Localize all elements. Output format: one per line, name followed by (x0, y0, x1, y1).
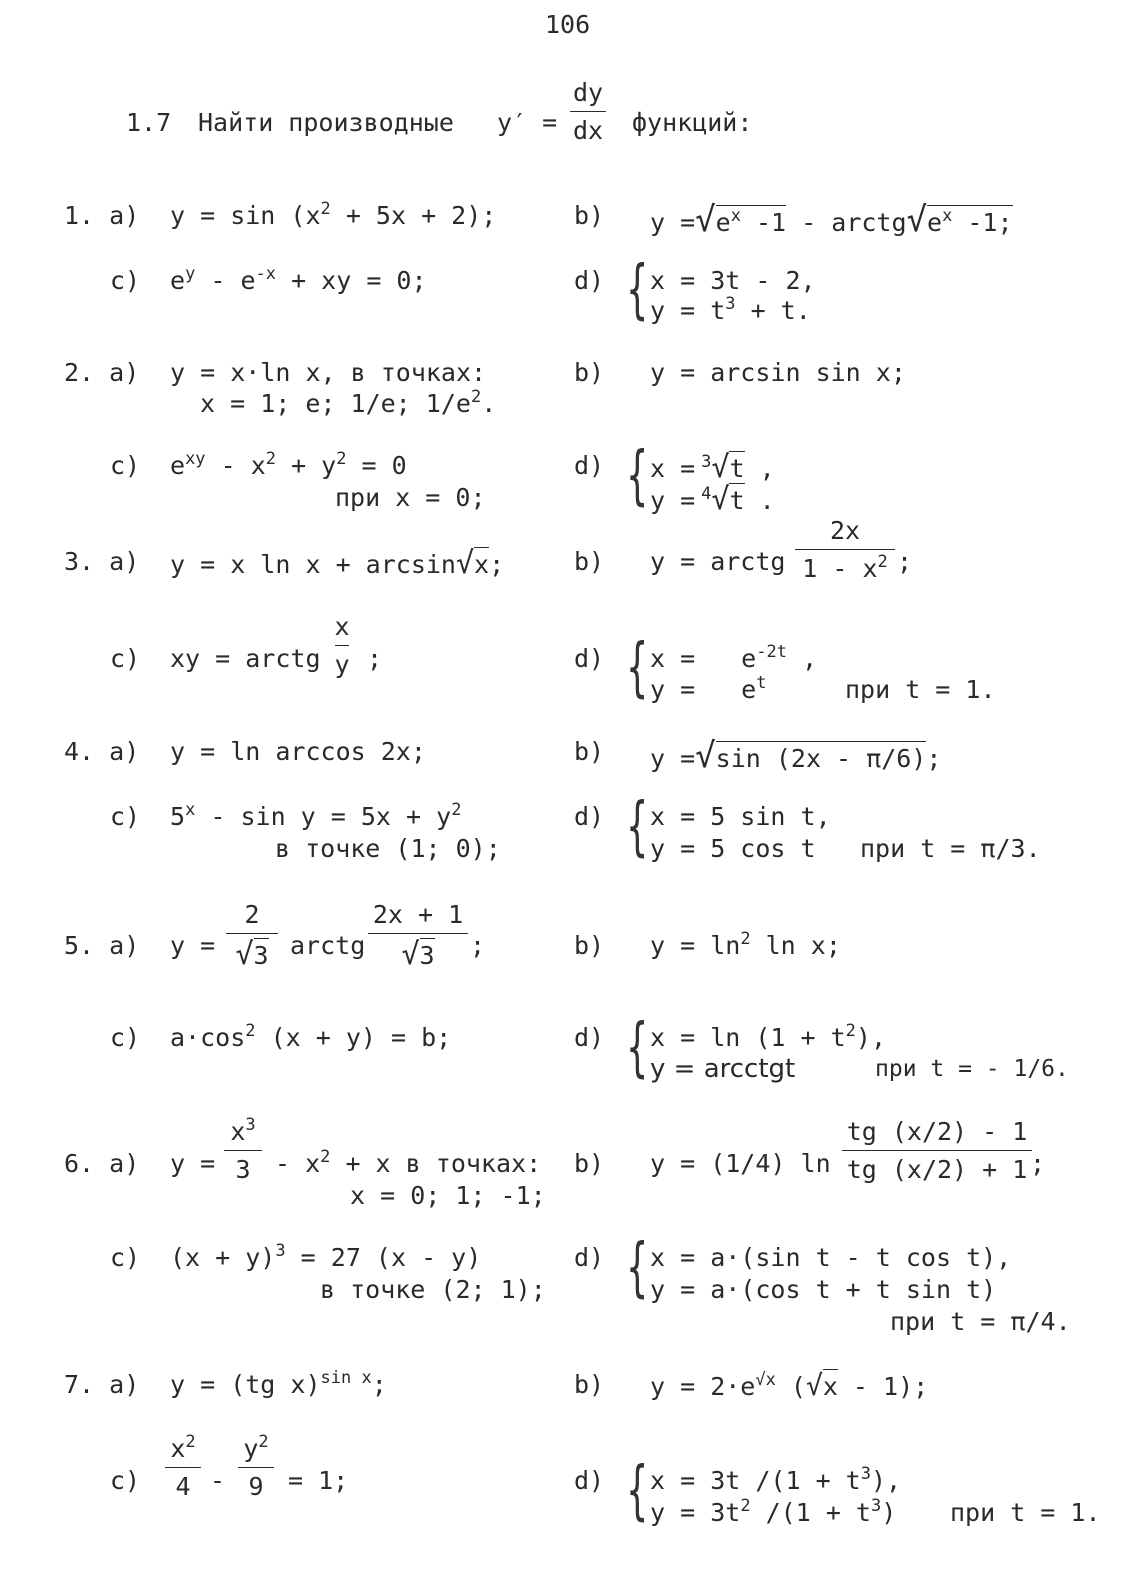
system-brace: { (626, 439, 649, 513)
problem-4c-line2: в точке (1; 0); (275, 834, 501, 863)
sqrt-sign: √ (401, 937, 420, 972)
expr-text: - arctg (801, 208, 907, 237)
problem-4b (650, 736, 942, 776)
frac-numerator (170, 1431, 196, 1463)
problem-6a-rest (275, 1146, 542, 1178)
expr-text: y = 2·e (650, 1372, 756, 1401)
system-x-eq (650, 450, 775, 485)
sqrt-sign: √ (695, 736, 716, 776)
sqrt-sign: √ (711, 450, 730, 485)
problem-6c-line2: в точке (2; 1); (320, 1275, 546, 1304)
exponent: 2 (320, 1146, 331, 1167)
problem-5a-fraction-2 (368, 902, 468, 970)
expr-text: + y (276, 451, 337, 480)
minus-sign: - (210, 1466, 226, 1495)
expr-text: e (741, 644, 757, 673)
frac-denominator (235, 937, 269, 972)
problem-4a: y = ln arccos 2x; (170, 737, 426, 766)
expr-text: - e (195, 266, 256, 295)
problem-6b-prefix: y = (1/4) ln (650, 1149, 831, 1178)
problem-1a (170, 198, 497, 230)
part-c-label: c) (110, 1466, 141, 1495)
system-y-eq (650, 672, 767, 704)
sqrt-sign: √ (805, 1369, 823, 1402)
problem-number: 6. a) (64, 1149, 140, 1178)
problem-6a-prefix: y = (170, 1149, 216, 1178)
radicand (927, 205, 1013, 237)
system-y-eq (650, 1495, 897, 1527)
exponent: 2 (877, 551, 888, 572)
expr-text: y = t (650, 296, 726, 325)
frac-denominator (401, 937, 435, 972)
problem-2c-line2: при x = 0; (335, 483, 486, 512)
sqrt-sign: √ (695, 200, 716, 240)
part-b-label: b) (574, 1370, 605, 1399)
problem-3c-fraction (332, 614, 352, 677)
radicand (716, 205, 786, 237)
expr-text: , (786, 644, 818, 673)
part-c-label: c) (110, 644, 141, 673)
exponent: 2 (740, 1495, 751, 1516)
expr-text: = 0 (346, 451, 407, 480)
frac-numerator: 2 (244, 900, 260, 929)
part-d-label: d) (574, 1023, 605, 1052)
frac-bar (238, 1467, 274, 1468)
exponent: sin x (320, 1367, 372, 1388)
dy-dx-fraction (570, 80, 606, 143)
exponent: 2 (185, 1431, 196, 1452)
expr-text: e (715, 208, 731, 237)
exponent: x (730, 205, 741, 226)
expr-text: + x в точках: (330, 1149, 542, 1178)
problem-1c (170, 263, 427, 295)
problem-7b (650, 1369, 929, 1402)
expr-text: y = (650, 208, 696, 237)
expr-text: y (243, 1434, 259, 1463)
expr-text: , (744, 454, 775, 483)
problem-2b: y = arcsin sin x; (650, 358, 906, 387)
system-x-eq: x = 5 sin t, (650, 802, 831, 831)
expr-text: y = sin (x (170, 201, 321, 230)
expr-text: - 1); (837, 1372, 929, 1401)
part-d-label: d) (574, 266, 605, 295)
problem-number: 5. a) (64, 931, 140, 960)
frac-denominator: dx (572, 116, 604, 145)
radicand: sin (2x - π/6) (716, 741, 927, 773)
system-y-eq: y = arcctgt (650, 1054, 796, 1084)
problem-number: 2. a) (64, 358, 140, 387)
root-index: 4 (701, 483, 712, 504)
expr-text: - x (275, 1149, 321, 1178)
system-brace: { (626, 1231, 649, 1305)
problem-number: 7. a) (64, 1370, 140, 1399)
expr-text: y = ln (650, 931, 741, 960)
part-c-label: c) (110, 1243, 141, 1272)
expr-text: e (170, 451, 186, 480)
system-x-eq (650, 1463, 902, 1495)
expr-text: ; (489, 550, 505, 579)
frac-numerator: 2x (829, 516, 861, 545)
problem-2a-line1: y = x·ln x, в точках: (170, 358, 487, 387)
exponent: 2 (740, 928, 751, 949)
part-d-label: d) (574, 644, 605, 673)
exponent: 3 (725, 293, 736, 314)
system-y-eq: y = a·(cos t + t sin t) (650, 1275, 997, 1304)
exponent: xy (185, 448, 206, 469)
system-brace: { (626, 253, 649, 327)
exponent: t (756, 672, 767, 693)
radicand: t (729, 483, 744, 515)
expr-text: - sin y = 5x + y (195, 802, 452, 831)
derivative-notation: y′ = (497, 108, 558, 137)
expr-text: ; (371, 1370, 387, 1399)
exponent: 2 (845, 1020, 856, 1041)
problem-3b-fraction (795, 518, 895, 581)
part-b-label: b) (574, 547, 605, 576)
problem-2a-line2 (200, 386, 497, 418)
part-b-label: b) (574, 358, 605, 387)
frac-denominator: y (334, 650, 350, 679)
problem-6b-tail: ; (1030, 1149, 1046, 1178)
exponent: 3 (245, 1114, 256, 1135)
expr-text: y = (650, 675, 696, 704)
expr-text: x = (650, 454, 696, 483)
problem-3a (170, 546, 505, 581)
problem-number: 1. a) (64, 201, 140, 230)
exponent: 3 (275, 1240, 286, 1261)
frac-bar (226, 933, 278, 934)
expr-text: e (741, 675, 757, 704)
problem-1b (650, 200, 1013, 240)
expr-text: x = 3t /(1 + t (650, 1466, 861, 1495)
problem-7c-fraction-1 (165, 1431, 201, 1501)
frac-numerator (230, 1114, 256, 1146)
system-y-eq (650, 293, 811, 325)
frac-bar (224, 1150, 262, 1151)
frac-bar (368, 933, 468, 934)
frac-bar (165, 1467, 201, 1468)
frac-numerator (243, 1431, 269, 1463)
system-x-eq: x = a·(sin t - t cos t), (650, 1243, 1012, 1272)
expr-text: e (170, 266, 186, 295)
system-brace: { (626, 790, 649, 864)
expr-text: + 5x + 2); (330, 201, 497, 230)
exponent: 3 (860, 1463, 871, 1484)
exponent: y (185, 263, 196, 284)
exponent: x (942, 205, 953, 226)
frac-numerator: dy (572, 78, 604, 107)
expr-text: -1 (740, 208, 787, 237)
expr-text: y = x ln x + arcsin (170, 550, 456, 579)
expr-text: 5 (170, 802, 186, 831)
problem-3c-prefix: xy = arctg (170, 644, 321, 673)
expr-text: x = (650, 644, 696, 673)
expr-text: -1; (952, 208, 1013, 237)
part-d-label: d) (574, 451, 605, 480)
expr-text: (x + y) (170, 1243, 276, 1272)
expr-text: ln x; (750, 931, 841, 960)
expr-text: (x + y) = b; (255, 1023, 452, 1052)
part-d-label: d) (574, 1243, 605, 1272)
expr-text: e (927, 208, 943, 237)
expr-text: ), (855, 1023, 887, 1052)
problem-7c-fraction-2 (238, 1431, 274, 1501)
frac-bar (795, 549, 895, 550)
part-b-label: b) (574, 931, 605, 960)
expr-text: x = 1; e; 1/e; 1/e (200, 389, 471, 418)
frac-denominator (802, 551, 888, 583)
problem-7a (170, 1367, 387, 1399)
problem-6c-line1 (170, 1240, 482, 1272)
problem-6a-line2: x = 0; 1; -1; (350, 1181, 546, 1210)
problem-5a-mid: arctg (290, 931, 366, 960)
exponent: -x (255, 263, 277, 284)
sqrt-sign: √ (711, 482, 730, 517)
frac-denominator: 9 (248, 1472, 264, 1501)
section-title-tail: функций: (632, 108, 753, 137)
expr-text: + t. (735, 296, 811, 325)
frac-denominator: 3 (235, 1155, 251, 1184)
sqrt-sign: √ (906, 200, 928, 240)
system-x-eq (650, 641, 818, 673)
frac-numerator: tg (x/2) - 1 (846, 1117, 1028, 1146)
sqrt-sign: √ (235, 937, 254, 972)
system-brace: { (626, 1011, 649, 1085)
problem-3b-tail: ; (897, 547, 913, 576)
system-y-eq: y = 5 cos t (650, 834, 816, 863)
part-b-label: b) (574, 737, 605, 766)
frac-numerator: x (334, 612, 350, 641)
problem-5b (650, 928, 841, 960)
expr-text: x (230, 1117, 246, 1146)
part-c-label: c) (110, 802, 141, 831)
problem-5a-fraction-1 (226, 902, 278, 970)
root-index: 3 (701, 451, 712, 472)
exponent: 3 (870, 1495, 882, 1516)
condition-text: при t = 1. (845, 675, 996, 704)
problem-6a-fraction (224, 1114, 262, 1184)
expr-text: x = ln (1 + t (650, 1023, 846, 1052)
problem-number: 4. a) (64, 737, 140, 766)
radicand: x (823, 1369, 838, 1401)
problem-4c-line1 (170, 799, 462, 831)
frac-bar (335, 645, 349, 646)
problem-2c-line1 (170, 448, 407, 480)
exponent: 2 (336, 448, 347, 469)
problem-3c-tail: ; (367, 644, 383, 673)
condition-text: при t = 1. (950, 1498, 1101, 1527)
exponent: 2 (265, 448, 277, 469)
expr-text: x (170, 1434, 186, 1463)
section-label: 1.7 (126, 108, 172, 137)
system-brace: { (626, 631, 649, 705)
system-brace: { (626, 1454, 649, 1528)
expr-text: ), (870, 1466, 902, 1495)
expr-text: ; (926, 744, 942, 773)
system-x-eq (650, 1020, 887, 1052)
expr-text: - x (205, 451, 266, 480)
expr-text: 1 - x (802, 554, 878, 583)
part-b-label: b) (574, 201, 605, 230)
exponent: x (185, 799, 196, 820)
frac-denominator: 4 (175, 1472, 191, 1501)
expr-text: + xy = 0; (276, 266, 427, 295)
expr-text: . (744, 486, 775, 515)
radicand: 3 (420, 938, 435, 970)
sqrt-sign: √ (455, 546, 475, 581)
exponent: 2 (245, 1020, 256, 1041)
frac-bar (842, 1150, 1032, 1151)
radicand: x (474, 547, 489, 579)
radicand: t (729, 451, 744, 483)
exponent: 2 (451, 799, 462, 820)
condition-text: при t = π/3. (860, 834, 1041, 863)
problem-5a-tail: ; (470, 931, 486, 960)
expr-text: y = 3t (650, 1498, 741, 1527)
frac-numerator: 2x + 1 (372, 900, 464, 929)
frac-bar (570, 111, 606, 112)
problem-5c (170, 1020, 452, 1052)
page-number: 106 (545, 10, 591, 39)
part-d-label: d) (574, 802, 605, 831)
expr-text: a·cos (170, 1023, 246, 1052)
section-title: Найти производные (198, 108, 454, 137)
part-d-label: d) (574, 1466, 605, 1495)
expr-text: . (481, 389, 497, 418)
exponent: √x (755, 1369, 776, 1390)
system-y-eq (650, 482, 775, 517)
expr-text: /(1 + t (750, 1498, 871, 1527)
expr-text: y = (tg x) (170, 1370, 321, 1399)
exponent: 2 (470, 386, 482, 407)
system-x-eq: x = 3t - 2, (650, 266, 816, 295)
expr-text: y = (650, 486, 696, 515)
condition-text: при t = - 1/6. (875, 1056, 1069, 1082)
exponent: -2t (756, 641, 787, 662)
radicand: 3 (254, 938, 269, 970)
expr-text: y = (650, 744, 696, 773)
problem-3b-prefix: y = arctg (650, 547, 786, 576)
expr-text: = 27 (x - y) (285, 1243, 482, 1272)
expr-text: ) (881, 1498, 897, 1527)
part-b-label: b) (574, 1149, 605, 1178)
problem-number: 3. a) (64, 547, 140, 576)
exponent: 2 (258, 1431, 269, 1452)
problem-7c-tail: = 1; (288, 1466, 349, 1495)
exponent: 2 (320, 198, 331, 219)
part-c-label: c) (110, 1023, 141, 1052)
problem-6b-fraction (842, 1119, 1032, 1182)
part-c-label: c) (110, 451, 141, 480)
condition-text: при t = π/4. (890, 1307, 1071, 1336)
frac-denominator: tg (x/2) + 1 (846, 1155, 1028, 1184)
part-c-label: c) (110, 266, 141, 295)
problem-5a-prefix: y = (170, 931, 216, 960)
expr-text: ( (775, 1372, 806, 1401)
